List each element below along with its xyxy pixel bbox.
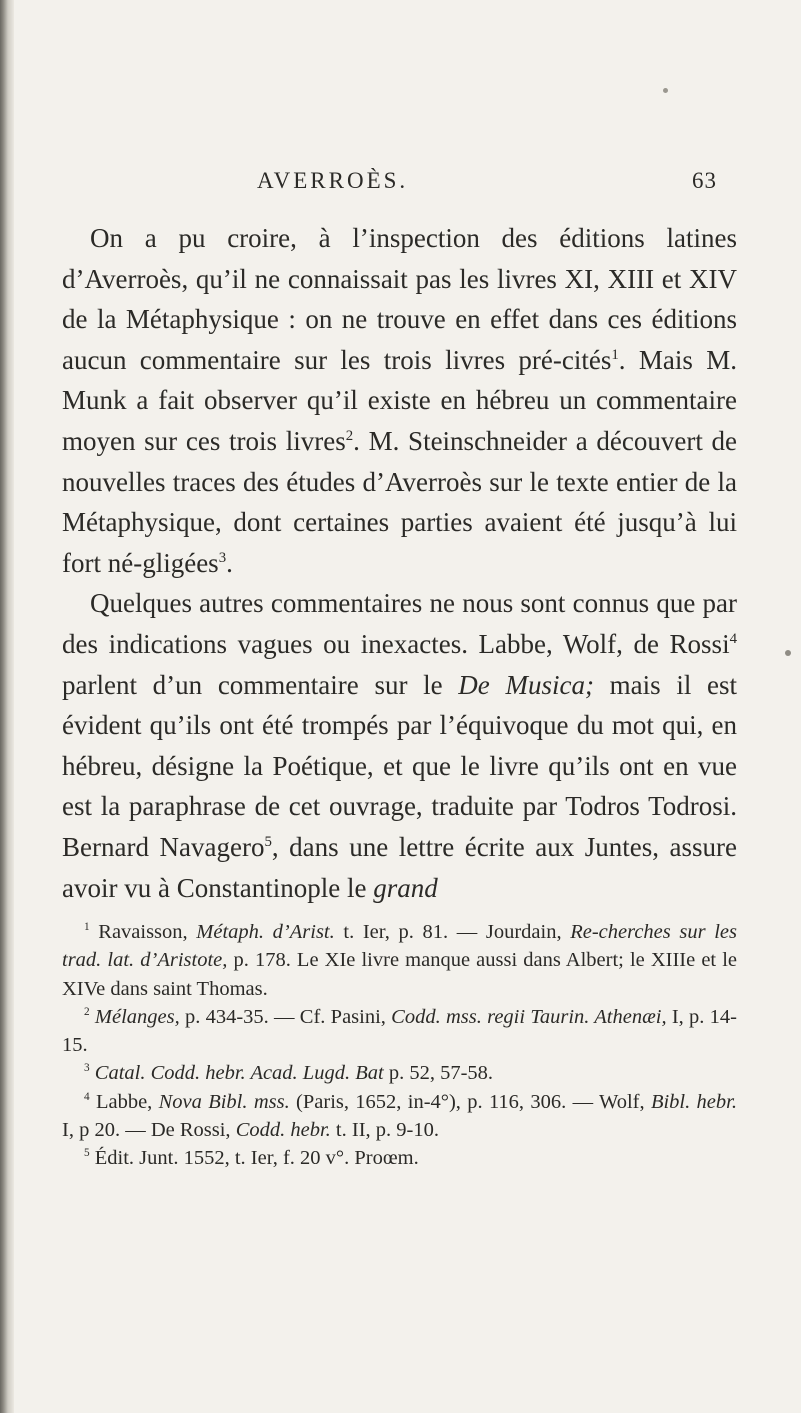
paper-speck [785, 650, 791, 656]
footnote-ref: 4 [729, 630, 737, 647]
footnote-2: $^2$ Mélanges, p. 434-35. — Cf. Pasini, Codd. mss. regii Taurin. Athenæi, I, p. 14-15. [62, 1005, 737, 1057]
page-number: 63 [692, 168, 717, 193]
footnote-ref: 5 [264, 833, 272, 850]
main-text [62, 218, 737, 908]
footnote-ref: 1 [611, 346, 619, 363]
running-title: AVERROÈS. [257, 168, 409, 193]
book-page [62, 0, 752, 1413]
footnotes [62, 918, 737, 1173]
footnote-ref: 3 [218, 549, 227, 566]
footnote-3: $^3$ Catal. Codd. hebr. Acad. Lugd. Bat p. 52, 57-58. [84, 1062, 494, 1085]
footnote-5: $^5$ Édit. Junt. 1552, t. Ier, f. 20 v°. Proœm. [84, 1147, 419, 1170]
book-spine-shadow [0, 0, 14, 1413]
footnote-4: $^4$ Labbe, Nova Bibl. mss. (Paris, 1652, in-4°), p. 116, 306. — Wolf, Bibl. hebr. I, p 20. — De Rossi, Codd. hebr. t. II, p. 9-10. [62, 1090, 737, 1142]
footnote-ref: 2 [345, 427, 354, 444]
paragraph: On a pu croire, à l’inspection des éditions latines d’Averroès, qu’il ne connaissait pas les livres XI, XIII et XIV de la Métaphysique : on ne trouve en effet dans ces éditions aucun commentaire sur les trois livres pré-cités$^1$. Mais M. Munk a fait observer qu’il existe en hébreu un commentaire moyen sur ces trois livres$^2$. M. Steinschneider a découvert de nouvelles traces des études d’Averroès sur le texte entier de la Métaphysique, dont certaines parties avaient été jusqu’à lui fort né-gligées$^3$. [62, 223, 738, 578]
italic-title: De Musica; [458, 669, 594, 700]
paragraph: Quelques autres commentaires ne nous sont connus que par des indications vagues ou inexactes. Labbe, Wolf, de Rossi$^4$ parlent d’un commentaire sur le De Musica; mais il est évident qu’ils ont été trompés par l’équivoque du mot qui, en hébreu, désigne la Poétique, et que le livre qu’ils ont en vue est la paraphrase de cet ouvrage, traduite par Todros Todrosi. Bernard Navagero$^5$, dans une lettre écrite aux Juntes, assure avoir vu à Constantinople le grand [62, 588, 738, 903]
italic-word: grand [373, 872, 438, 903]
footnote-1: $^1$ Ravaisson, Métaph. d’Arist. t. Ier, p. 81. — Jourdain, Re-cherches sur les trad. lat. d’Aristote, p. 178. Le XIe livre manque aussi dans Albert; le XIIIe et le XIVe dans saint Thomas. [62, 921, 738, 1000]
